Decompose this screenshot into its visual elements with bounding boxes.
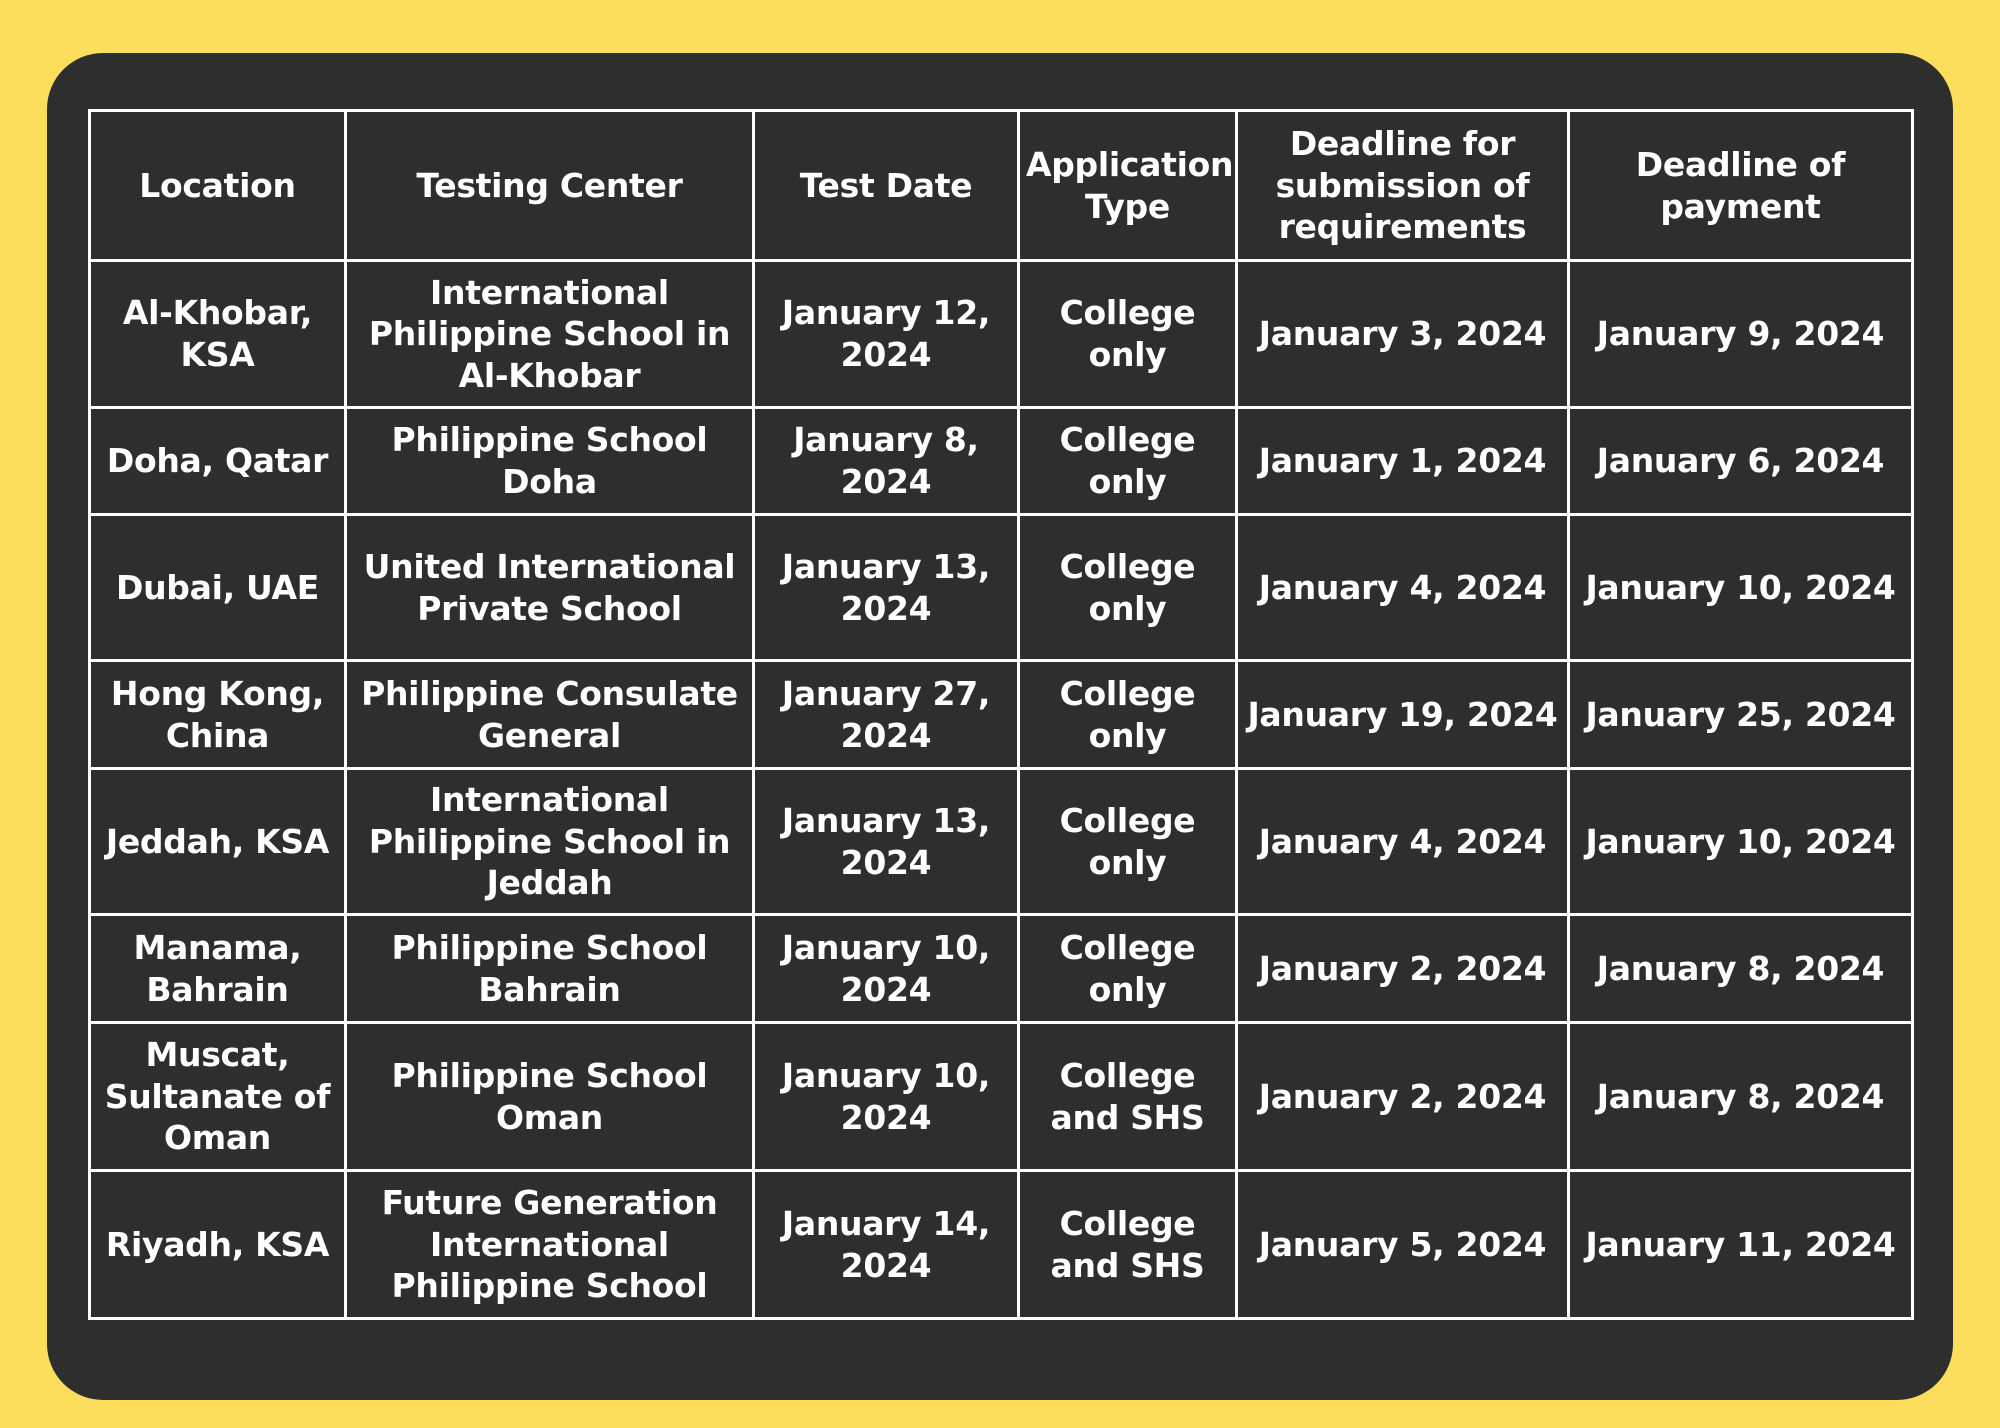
cell-application-type: College only bbox=[1019, 915, 1237, 1023]
header-application-type: Application Type bbox=[1019, 111, 1237, 261]
cell-application-type: College only bbox=[1019, 769, 1237, 915]
table-row bbox=[90, 661, 1913, 769]
cell-testing-center: International Philippine School in Jeddah bbox=[346, 769, 754, 915]
cell-requirements-deadline: January 4, 2024 bbox=[1237, 769, 1569, 915]
cell-location: Doha, Qatar bbox=[90, 408, 346, 515]
cell-location: Riyadh, KSA bbox=[90, 1171, 346, 1319]
cell-testing-center: Philippine School Oman bbox=[346, 1023, 754, 1171]
cell-application-type: College only bbox=[1019, 408, 1237, 515]
header-location: Location bbox=[90, 111, 346, 261]
cell-application-type: College only bbox=[1019, 661, 1237, 769]
cell-test-date: January 12, 2024 bbox=[754, 261, 1019, 408]
cell-location: Dubai, UAE bbox=[90, 515, 346, 661]
cell-payment-deadline: January 10, 2024 bbox=[1569, 515, 1913, 661]
cell-payment-deadline: January 11, 2024 bbox=[1569, 1171, 1913, 1319]
cell-requirements-deadline: January 1, 2024 bbox=[1237, 408, 1569, 515]
cell-testing-center: United International Private School bbox=[346, 515, 754, 661]
cell-application-type: College and SHS bbox=[1019, 1171, 1237, 1319]
cell-application-type: College and SHS bbox=[1019, 1023, 1237, 1171]
table-row bbox=[90, 261, 1913, 408]
cell-location: Al-Khobar, KSA bbox=[90, 261, 346, 408]
cell-location: Manama, Bahrain bbox=[90, 915, 346, 1023]
cell-test-date: January 27, 2024 bbox=[754, 661, 1019, 769]
cell-payment-deadline: January 10, 2024 bbox=[1569, 769, 1913, 915]
header-test-date: Test Date bbox=[754, 111, 1019, 261]
cell-payment-deadline: January 6, 2024 bbox=[1569, 408, 1913, 515]
cell-payment-deadline: January 25, 2024 bbox=[1569, 661, 1913, 769]
table-row bbox=[90, 769, 1913, 915]
cell-test-date: January 13, 2024 bbox=[754, 515, 1019, 661]
cell-test-date: January 10, 2024 bbox=[754, 1023, 1019, 1171]
cell-test-date: January 14, 2024 bbox=[754, 1171, 1019, 1319]
cell-requirements-deadline: January 5, 2024 bbox=[1237, 1171, 1569, 1319]
testing-schedule-table bbox=[88, 109, 1914, 1320]
cell-requirements-deadline: January 2, 2024 bbox=[1237, 915, 1569, 1023]
cell-location: Hong Kong, China bbox=[90, 661, 346, 769]
table-row bbox=[90, 1023, 1913, 1171]
header-testing-center: Testing Center bbox=[346, 111, 754, 261]
cell-location: Muscat, Sultanate of Oman bbox=[90, 1023, 346, 1171]
header-payment-deadline: Deadline of payment bbox=[1569, 111, 1913, 261]
cell-payment-deadline: January 8, 2024 bbox=[1569, 1023, 1913, 1171]
cell-application-type: College only bbox=[1019, 515, 1237, 661]
cell-testing-center: International Philippine School in Al-Khobar bbox=[346, 261, 754, 408]
cell-requirements-deadline: January 19, 2024 bbox=[1237, 661, 1569, 769]
table-row bbox=[90, 515, 1913, 661]
header-requirements-deadline: Deadline for submission of requirements bbox=[1237, 111, 1569, 261]
cell-test-date: January 10, 2024 bbox=[754, 915, 1019, 1023]
cell-application-type: College only bbox=[1019, 261, 1237, 408]
cell-requirements-deadline: January 4, 2024 bbox=[1237, 515, 1569, 661]
table-row bbox=[90, 1171, 1913, 1319]
cell-testing-center: Philippine School Bahrain bbox=[346, 915, 754, 1023]
table-row bbox=[90, 408, 1913, 515]
cell-testing-center: Philippine School Doha bbox=[346, 408, 754, 515]
table-row bbox=[90, 915, 1913, 1023]
cell-test-date: January 8, 2024 bbox=[754, 408, 1019, 515]
cell-requirements-deadline: January 2, 2024 bbox=[1237, 1023, 1569, 1171]
cell-payment-deadline: January 9, 2024 bbox=[1569, 261, 1913, 408]
cell-location: Jeddah, KSA bbox=[90, 769, 346, 915]
cell-testing-center: Future Generation International Philippine School bbox=[346, 1171, 754, 1319]
cell-payment-deadline: January 8, 2024 bbox=[1569, 915, 1913, 1023]
cell-test-date: January 13, 2024 bbox=[754, 769, 1019, 915]
table-header-row bbox=[90, 111, 1913, 261]
cell-testing-center: Philippine Consulate General bbox=[346, 661, 754, 769]
cell-requirements-deadline: January 3, 2024 bbox=[1237, 261, 1569, 408]
